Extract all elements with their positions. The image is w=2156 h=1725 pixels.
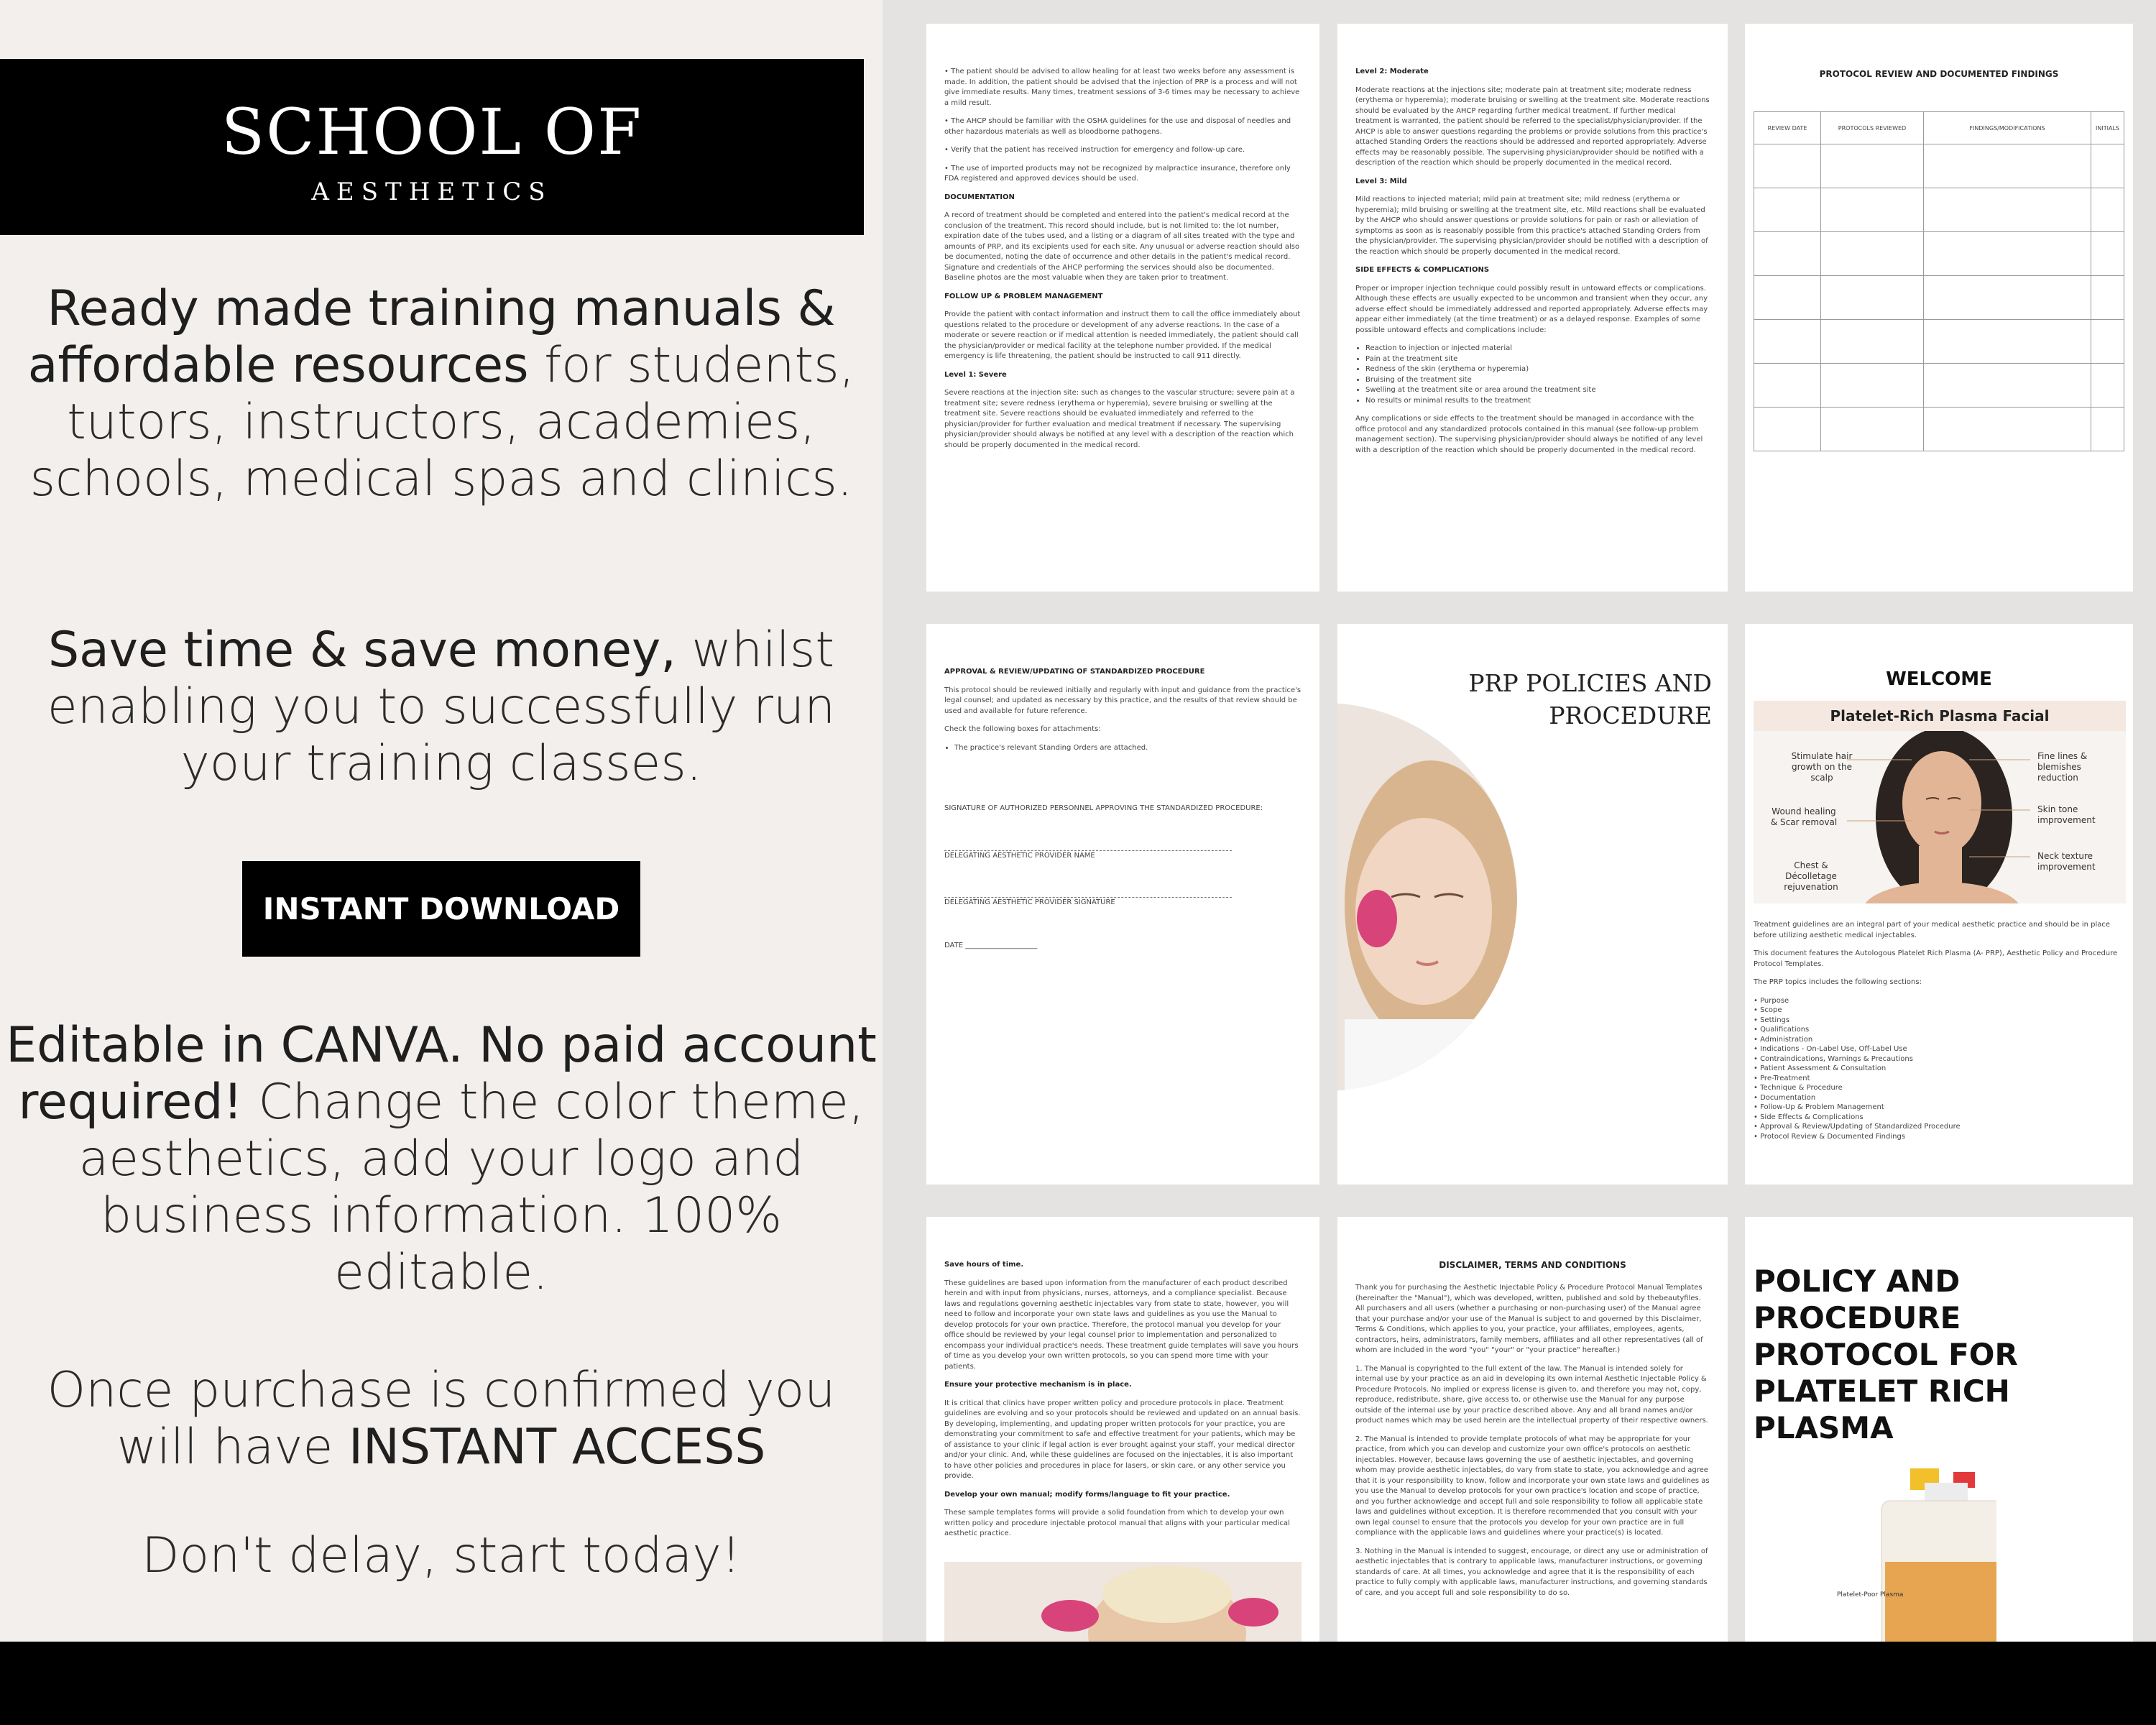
benefit-label: Fine lines & blemishes reduction xyxy=(2037,751,2088,783)
paragraph: Any complications or side effects to the treatment should be managed in accordance with the office protocol and any standardized protocols contained in this manual (see follow-up problem management section). The supervising physician/provider should always be notified of any level with a description of the reaction which should be properly documented in the medical record. xyxy=(1355,415,1703,454)
section-heading: APPROVAL & REVIEW/UPDATING OF STANDARDIZED PROCEDURE xyxy=(944,668,1205,676)
preview-page-protocol-review xyxy=(1745,24,2133,592)
page-body xyxy=(1355,67,1710,464)
paragraph: Treatment guidelines are an integral part of your medical aesthetic practice and should be in place before utilizing aesthetic medical injectables. xyxy=(1754,921,2111,939)
section-heading: Level 2: Moderate xyxy=(1355,68,1429,75)
paragraph: • Verify that the patient has received instruction for emergency and follow-up care. xyxy=(944,146,1245,154)
preview-page-cover xyxy=(1337,624,1728,1184)
paragraph: SIGNATURE OF AUTHORIZED PERSONNEL APPROVING THE STANDARDIZED PROCEDURE: xyxy=(944,804,1263,812)
column-header: PROTOCOLS REVIEWED xyxy=(1821,112,1924,144)
preview-page-documentation xyxy=(926,24,1319,592)
field-label: DELEGATING AESTHETIC PROVIDER SIGNATURE xyxy=(944,898,1115,906)
list-item: • The practice's relevant Standing Orders are attached. xyxy=(954,743,1302,754)
list-item: • Pain at the treatment site xyxy=(1365,354,1710,365)
list-item: • Pre-Treatment xyxy=(1754,1074,1810,1082)
promo-highlight-resources: Ready made training manuals & affordable resources xyxy=(27,280,836,394)
column-header: REVIEW DATE xyxy=(1754,112,1821,144)
promo-text-canva-rest: Change the color theme, aesthetics, add your logo and business information. 100% editable. xyxy=(78,1074,865,1301)
facial-banner: Platelet-Rich Plasma Facial xyxy=(1754,701,2126,731)
benefit-label: Skin tone improvement xyxy=(2037,804,2096,825)
manual-title: POLICY AND PROCEDURE PROTOCOL FOR PLATELET RICH PLASMA xyxy=(1754,1264,2018,1445)
promo-text-save-rest: whilst enabling you to successfully run your training classes. xyxy=(47,622,836,792)
section-heading: FOLLOW UP & PROBLEM MANAGEMENT xyxy=(944,292,1103,300)
list-item: • Scope xyxy=(1754,1006,1782,1014)
instant-download-button[interactable]: INSTANT DOWNLOAD xyxy=(242,861,640,957)
section-heading: SIDE EFFECTS & COMPLICATIONS xyxy=(1355,266,1490,274)
paragraph: • The patient should be advised to allow healing for at least two weeks before any assessment is made. In addition, the patient should be advised that the injection of PRP is a process and will not give immediate results. Many times, treatment sessions of 3-6 times may be necessary to achieve a mild result. xyxy=(944,68,1300,107)
preview-page-intro xyxy=(926,1217,1319,1642)
list-item: • Contraindications, Warnings & Precautions xyxy=(1754,1054,1913,1063)
page-body xyxy=(944,1260,1302,1547)
page-title: PROTOCOL REVIEW AND DOCUMENTED FINDINGS xyxy=(1819,69,2059,79)
paragraph: Severe reactions at the injection site: such as changes to the vascular structure; severe pain at a treatment site; severe redness (erythema or hyperemia), severe bruising or swelling at the treatment site. Severe reactions should be evaluated immediately and referred to the physician/provider for further evaluation and medical treatment if necessary. The supervising physician/provider should always be notified at any level with a description of the reaction which should be properly documented in the medical record. xyxy=(944,389,1295,449)
paragraph: 1. The Manual is copyrighted to the full extent of the law. The Manual is intended solely for internal use by your practice as an aid in developing its own internal Aesthetic Injectable Policy & Procedure Protocols. No implied or express license is given to, and therefore you may not, copy, reproduce, redistribute, share, give access to, or otherwise use the Manual for any purpose outside of the internal use by your practice described above. Any and all brand names and/or product names which may be used herein are the intellectual property of their respective owners. xyxy=(1355,1364,1708,1425)
section-heading: Save hours of time. xyxy=(944,1261,1024,1269)
face-illustration xyxy=(1337,703,1517,1091)
table-header-row xyxy=(1754,112,2124,144)
list-item: • Follow-Up & Problem Management xyxy=(1754,1103,1884,1111)
table-row xyxy=(1754,276,2124,320)
preview-page-approval xyxy=(926,624,1319,1184)
promo-highlight-save: Save time & save money, xyxy=(47,622,676,678)
promo-highlight-access: INSTANT ACCESS xyxy=(348,1419,766,1476)
paragraph: 2. The Manual is intended to provide template protocols of what may be appropriate for your practice, from which you can develop and customize your own office's protocols on aesthetic injectables. However, because laws governing the use of aesthetic injectables, and governing whom may provide aesthetic injectables, do vary from state to state, you acknowledge and agree that it is your responsibility to know, follow and incorporate your own state laws and guidelines as you use the Manual to develop protocols for your own practice's location and scope of practice, and you further acknowledge and accept full and sole responsibility to follow all applicable state laws and guidelines without exception. It is therefore recommended that you consult with your own legal counsel to ensure that the protocols you develop for your own practice are in full compliance with the applicable laws and guidelines where your practice(s) is located. xyxy=(1355,1435,1710,1537)
brand-subtitle: AESTHETICS xyxy=(311,178,553,206)
section-heading: Level 1: Severe xyxy=(944,370,1007,379)
paragraph: Proper or improper injection technique could possibly result in untoward effects or complications. Although these effects are usually expected to be uncommon and transient when they occur, any adverse effect should be immediately addressed and reported appropriately. Adverse effects may appear either immediately (at the time treatment) or as a delayed response. Examples of some possible untoward effects and complications include: xyxy=(1355,284,1708,334)
table-row xyxy=(1754,232,2124,276)
benefit-label: Stimulate hair growth on the scalp xyxy=(1791,751,1853,783)
paragraph: Provide the patient with contact information and instruct them to call the office immediately about questions related to the procedure or development of any adverse reactions. In the case of a moderate or severe reaction or if medical attention is needed immediately, the patient should call the physician/provider or medical facility at the telephone number provided. If the medical emergency is life threatening, the patient should be instructed to call 911 directly. xyxy=(944,310,1301,360)
section-heading: Develop your own manual; modify forms/language to fit your practice. xyxy=(944,1490,1230,1499)
promo-text-save xyxy=(0,622,883,792)
paragraph: 3. Nothing in the Manual is intended to suggest, encourage, or direct any use or administration of aesthetic injectables that is contrary to applicable laws, manufacturer instructions, or governing standards of care. At all times, you acknowledge and agree that it is the responsibility of each practice to fully comply with applicable laws, manufacturer instructions, and governing standards of care, and you accept full and sole responsibility to do so. xyxy=(1355,1547,1708,1597)
section-heading: Level 3: Mild xyxy=(1355,177,1407,185)
paragraph: These sample templates forms will provide a solid foundation from which to develop your own written policy and procedure injectable protocol manual that aligns with your particular medical aesthetic practice. xyxy=(944,1509,1290,1537)
field-label: DELEGATING AESTHETIC PROVIDER NAME xyxy=(944,851,1095,860)
treatment-illustration xyxy=(944,1562,1302,1642)
paragraph: The PRP topics includes the following sections: xyxy=(1754,978,1922,986)
paragraph: Moderate reactions at the injections site; moderate pain at treatment site; moderate redness (erythema or hyperemia); moderate bruising or swelling at the treatment site. Moderate reactions should be evaluated by the AHCP regarding further medical treatment. If further medical treatment is warranted, the patient should be referred to the specialist/physician/provider. If the AHCP is able to answer questions regarding the problems or provide solutions from this practice's attached Standing Orders the reactions should be addressed and reported appropriately. Adverse effects may be reasonably possible. The supervising physician/provider should be notified with a description of the reaction which should be properly documented in the medical record. xyxy=(1355,86,1710,167)
preview-page-welcome xyxy=(1745,624,2133,1184)
promo-text-resources-rest: for students, tutors, instructors, academies, schools, medical spas and clinics. xyxy=(29,337,855,507)
promo-text-cta: Don't delay, start today! xyxy=(142,1527,741,1584)
column-header: INITIALS xyxy=(2091,112,2124,144)
list-item: • Side Effects & Complications xyxy=(1754,1113,1864,1121)
list-item: • Technique & Procedure xyxy=(1754,1084,1843,1092)
section-heading: DOCUMENTATION xyxy=(944,193,1015,201)
table-row xyxy=(1754,188,2124,232)
paragraph: Check the following boxes for attachments: xyxy=(944,725,1101,733)
welcome-title: WELCOME xyxy=(1886,668,1992,690)
benefit-label: Neck texture improvement xyxy=(2037,851,2096,872)
list-item: • Indications - On-Label Use, Off-Label Use xyxy=(1754,1045,1907,1053)
list-item: • Swelling at the treatment site or area around the treatment site xyxy=(1365,385,1710,396)
table-row xyxy=(1754,408,2124,451)
page-body xyxy=(944,667,1302,959)
paragraph: • The use of imported products may not be recognized by malpractice insurance, therefore only FDA registered and approved devices should be used. xyxy=(944,164,1291,183)
benefit-label: Chest & Décolletage rejuvenation xyxy=(1784,860,1838,892)
promo-panel xyxy=(0,0,883,1642)
cover-title: PRP POLICIES AND PROCEDURE xyxy=(1468,669,1712,730)
preview-page-disclaimer xyxy=(1337,1217,1728,1642)
list-item: • Qualifications xyxy=(1754,1026,1810,1034)
page-body xyxy=(1754,920,2124,1141)
paragraph: It is critical that clinics have proper written policy and procedure protocols in place. Treatment guidelines are evolving and so your protocols should be reviewed and updated on an annual basis. By developing, implementing, and updating proper written protocols for your practice, you are demonstrating your commitment to safe and effective treatment for your patients, which may be of assistance to your clinic if legal action is ever brought against your staff, your medical director and/or your clinic. And, while these guidelines are focused on the injectables, it is also important to have other policies and procedures in place for lasers, or skin care, or any other service you provide. xyxy=(944,1399,1301,1480)
list-item: • Reaction to injection or injected material xyxy=(1365,344,1710,354)
list-item: • Patient Assessment & Consultation xyxy=(1754,1064,1886,1072)
promo-text-resources xyxy=(0,280,883,507)
section-heading: Ensure your protective mechanism is in place. xyxy=(944,1381,1132,1389)
paragraph: Mild reactions to injected material; mild pain at treatment site; mild redness (erythema or hyperemia); mild bruising or swelling at the treatment site, etc. Mild reactions shall be evaluated by the AHCP who should answer questions or provide solutions for pain or rash or alleviation of symptoms as soon as is reasonably possible from this practice's attached Standing Orders from the physician/provider. The supervising physician/provider should be notified with a description of the reaction which should be properly documented in the medical record. xyxy=(1355,196,1708,256)
complications-list xyxy=(1355,344,1710,406)
list-item: • Purpose xyxy=(1754,996,1789,1005)
attachments-list xyxy=(944,743,1302,754)
page-body xyxy=(1355,1283,1710,1606)
treatment-photo xyxy=(944,1562,1302,1642)
promo-text-access xyxy=(0,1362,883,1476)
topics-list xyxy=(1754,996,2124,1142)
page-body xyxy=(944,67,1302,459)
benefit-label: Wound healing & Scar removal xyxy=(1770,806,1838,827)
paragraph: A record of treatment should be completed and entered into the patient's medical record at the conclusion of the treatment. This record should include, but is not limited to: the lot number, expiration date of the tubes used, and a listing or a diagram of all sites treated with the type and amounts of PRP, and its excipients used for each site. Any unusual or adverse reaction should also be documented, noting the date of occurrence and other details in the patient's medical record. Signature and credentials of the AHCP performing the services should also be documented. Baseline photos are the most valuable when they are taken prior to treatment. xyxy=(944,211,1300,282)
table-row xyxy=(1754,364,2124,408)
list-item: • Documentation xyxy=(1754,1093,1816,1102)
paragraph: This document features the Autologous Platelet Rich Plasma (A- PRP), Aesthetic Policy and Procedure Protocol Templates. xyxy=(1754,949,2118,968)
preview-page-title xyxy=(1745,1217,2133,1642)
tube-layer-label: Platelet-Poor Plasma xyxy=(1837,1591,1904,1598)
list-item: • Settings xyxy=(1754,1016,1790,1024)
preview-page-side-effects xyxy=(1337,24,1728,592)
paragraph: • The AHCP should be familiar with the OSHA guidelines for the use and disposal of needles and other hazardous materials as well as bloodborne pathogens. xyxy=(944,117,1291,136)
table-row xyxy=(1754,320,2124,364)
promo-highlight-canva: Editable in CANVA. No paid account required! xyxy=(6,1017,877,1131)
list-item: • Approval & Review/Updating of Standardized Procedure xyxy=(1754,1123,1961,1131)
promo-text-access-pre: Once purchase is confirmed you will have xyxy=(47,1362,836,1476)
bottom-bar xyxy=(0,1642,2156,1725)
date-field: DATE ____________________ xyxy=(944,941,1038,949)
list-item: • Bruising of the treatment site xyxy=(1365,375,1710,386)
treatment-photo xyxy=(1337,703,1517,1091)
page-title: DISCLAIMER, TERMS AND CONDITIONS xyxy=(1439,1260,1626,1270)
paragraph: This protocol should be reviewed initially and regularly with input and guidance from the practice's legal counsel; and updated as necessary by this practice, and the results of that review should be used and available for future reference. xyxy=(944,686,1302,715)
brand-logo xyxy=(0,59,864,235)
list-item: • No results or minimal results to the treatment xyxy=(1365,396,1710,407)
table-row xyxy=(1754,144,2124,188)
list-item: • Administration xyxy=(1754,1035,1813,1044)
paragraph: These guidelines are based upon information from the manufacturer of each product described herein and with input from physicians, nurses, attorneys, and a compliance specialist. Because laws and regulations governing aesthetic injectables vary from state to state, however, you will need to follow and incorporate your own state laws and guidelines as you use the Manual to develop protocols for your own practice. Therefore, the protocol manual you develop for your office should be reviewed by your legal counsel prior to implementation and personalized to encompass your individual practice's needs. These treatment guide templates will save you hours of time as you develop your own written protocols, so you can spend more time with your patients. xyxy=(944,1279,1299,1371)
list-item: • Redness of the skin (erythema or hyperemia) xyxy=(1365,364,1710,375)
list-item: • Protocol Review & Documented Findings xyxy=(1754,1132,1906,1141)
column-header: FINDINGS/MODIFICATIONS xyxy=(1924,112,2091,144)
paragraph: Thank you for purchasing the Aesthetic Injectable Policy & Procedure Protocol Manual Templates (hereinafter the "Manual"), which was developed, written, published and sold by thebeautyfiles. All purchasers and all users (whether a purchasing or non-purchasing user) of the Manual agree that your purchase and/or your use of the Manual is subject to and governed by this Disclaimer, Terms & Conditions, which applies to you, your practice, your affiliates, employees, agents, contractors, heirs, administrators, family members, affiliates and all other representatives (all of whom are included in the word "you" "your" or "your practice" hereafter.) xyxy=(1355,1284,1703,1354)
review-table xyxy=(1754,111,2124,451)
prp-tube-illustration xyxy=(1853,1468,1996,1642)
facial-diagram xyxy=(1754,731,2126,903)
brand-name: SCHOOL OF xyxy=(221,95,643,169)
promo-text-canva xyxy=(0,1017,883,1301)
